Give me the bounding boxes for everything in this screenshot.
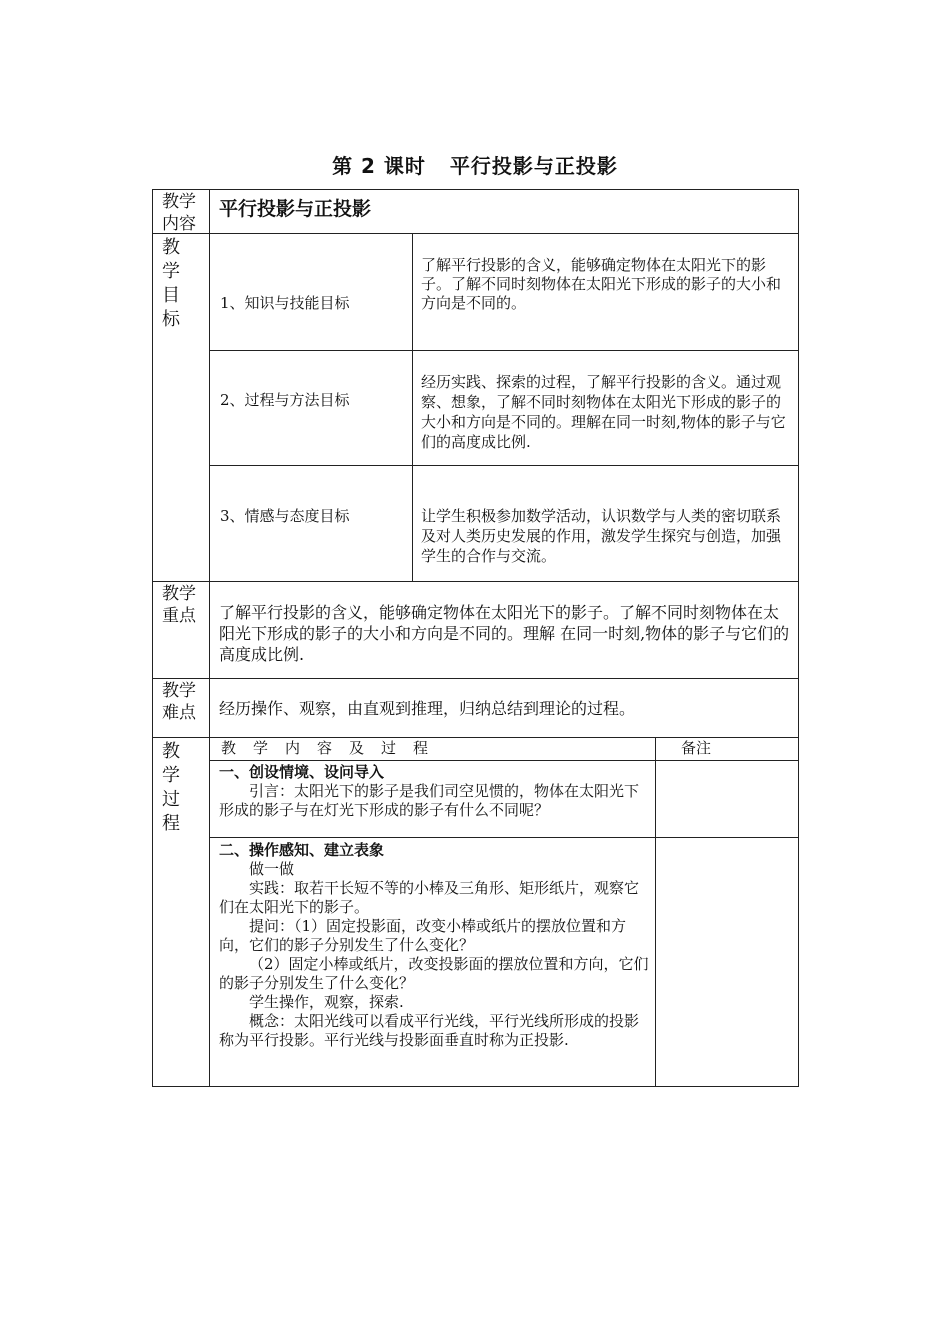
- keypoints-value: 了解平行投影的含义，能够确定物体在太阳光下的影子。了解不同时刻物体在太阳光下形成的影子的大小和方向是不同的。理解 在同一时刻,物体的影子与它们的高度成比例.: [219, 603, 790, 664]
- goal-name-1: 1、知识与技能目标: [220, 294, 350, 312]
- section2-line: 概念：太阳光线可以看成平行光线，平行光线所形成的投影称为平行投影。平行光线与投影面垂直时称为正投影.: [219, 1012, 640, 1049]
- section1-heading: 一、创设情境、设问导入: [219, 763, 385, 781]
- section2-line: 做一做: [249, 860, 295, 878]
- lesson-topic: 平行投影与正投影: [449, 154, 618, 178]
- section1-notes-cell: [655, 760, 799, 838]
- section2-notes-cell: [655, 837, 799, 1087]
- section2-line: 学生操作，观察，探索.: [249, 993, 404, 1011]
- page-title: [0, 150, 950, 179]
- section2-line: 提问：（1）固定投影面，改变小棒或纸片的摆放位置和方向，它们的影子分别发生了什么变化？: [219, 917, 627, 954]
- content-label: 教学内容: [162, 192, 196, 234]
- section2-heading: 二、操作感知、建立表象: [219, 841, 385, 859]
- lesson-number: 第 2 课时: [332, 154, 426, 178]
- process-header-notes: [655, 737, 799, 761]
- goal-desc-3: 让学生积极参加数学活动，认识数学与人类的密切联系及对人类历史发展的作用，激发学生探究与创造，加强学生的合作与交流。: [421, 507, 782, 565]
- goal-name-2: 2、过程与方法目标: [220, 391, 350, 409]
- content-value: 平行投影与正投影: [219, 198, 372, 220]
- section2-line: （2）固定小棒或纸片，改变投影面的摆放位置和方向，它们的影子分别发生了什么变化？: [219, 955, 649, 992]
- goal-desc-1: 了解平行投影的含义，能够确定物体在太阳光下的影子。了解不同时刻物体在太阳光下形成的影子的大小和方向是不同的。: [421, 256, 782, 312]
- process-col-notes: 备注: [681, 739, 712, 757]
- difficulties-value: 经历操作、观察，由直观到推理，归纳总结到理论的过程。: [219, 699, 636, 718]
- goal-name-3: 3、情感与态度目标: [220, 507, 350, 525]
- section2-block: [219, 841, 649, 1050]
- section2-line: 实践：取若干长短不等的小棒及三角形、矩形纸片，观察它们在太阳光下的影子。: [219, 879, 640, 916]
- section1-text: 引言：太阳光下的影子是我们司空见惯的，物体在太阳光下形成的影子与在灯光下形成的影子有什么不同呢？: [219, 782, 640, 819]
- section1-block: [219, 763, 649, 820]
- goals-label: 教学目标: [162, 237, 180, 330]
- goal-desc-2: 经历实践、探索的过程，了解平行投影的含义。通过观察、想象，了解不同时刻物体在太阳光下形成的影子的大小和方向是不同的。理解在同一时刻,物体的影子与它们的高度成比例.: [421, 373, 786, 451]
- difficulties-label: 教学难点: [162, 681, 196, 723]
- keypoints-label: 教学重点: [162, 584, 196, 626]
- goal-row-1: [209, 233, 413, 351]
- process-col-content: 教 学 内 容 及 过 程: [221, 739, 430, 757]
- process-label: 教学过程: [162, 741, 180, 834]
